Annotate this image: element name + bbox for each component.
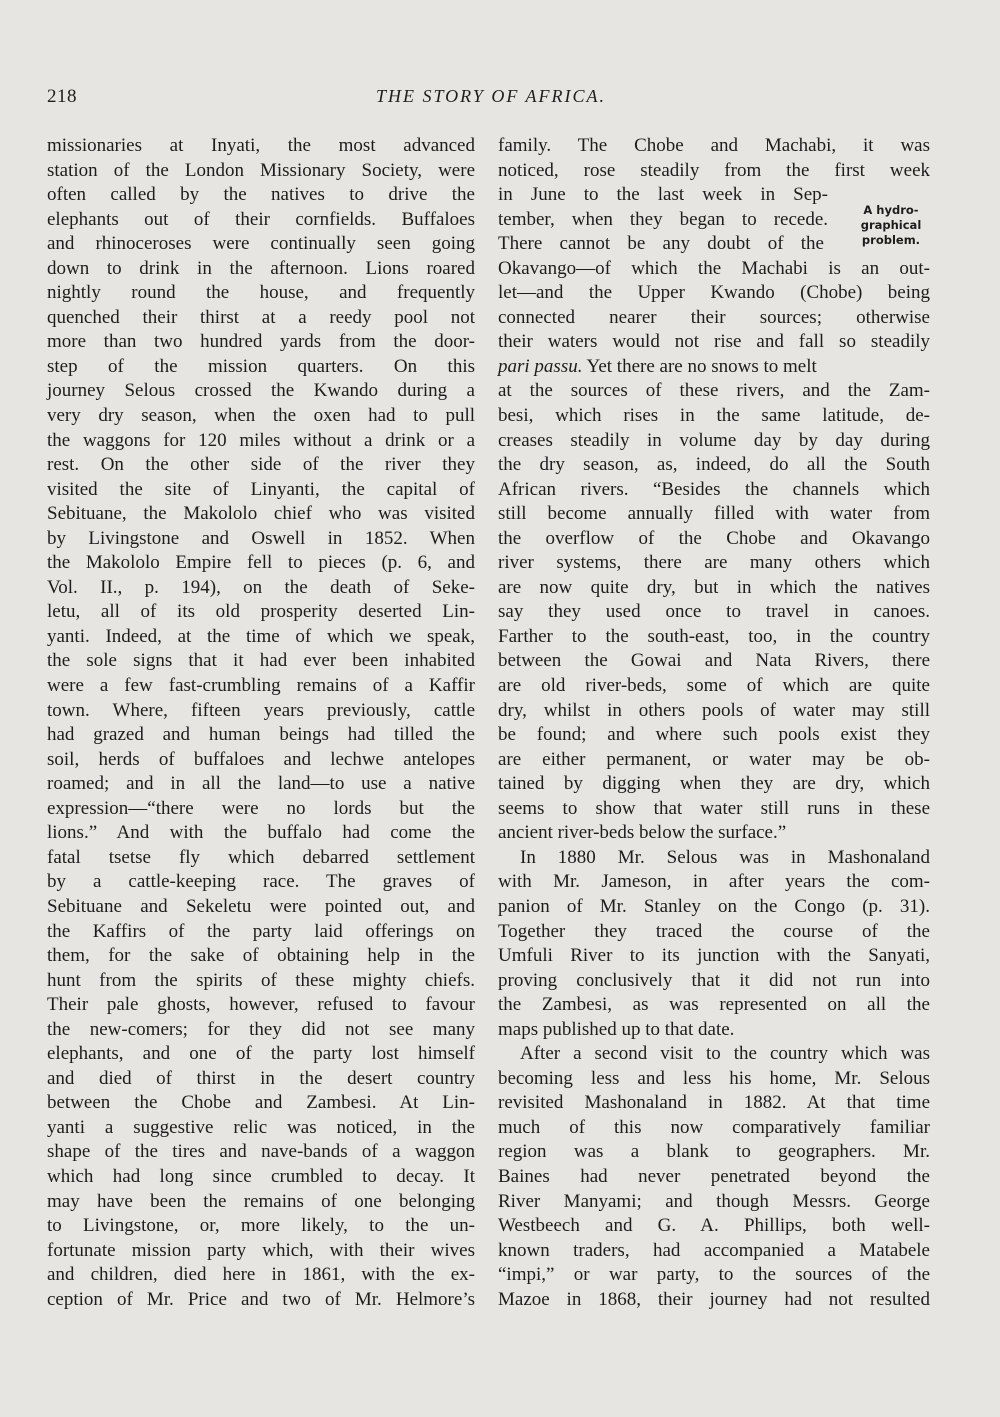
text-line: noticed, rose steadily from the first week: [498, 159, 930, 181]
text-line: [498, 355, 930, 380]
text-line: the Makololo Empire fell to pieces (p. 6, and: [47, 552, 475, 574]
line-remainder: Yet there are no snows to melt: [582, 355, 817, 377]
text-line: Okavango—of which the Machabi is an out-: [498, 257, 930, 279]
text-line: connected nearer their sources; otherwise: [498, 306, 930, 328]
text-line: In 1880 Mr. Selous was in Mashonaland: [520, 846, 930, 868]
margin-note-line: graphical: [860, 218, 922, 232]
text-line: station of the London Missionary Society, were: [47, 159, 475, 181]
text-line: Westbeech and G. A. Phillips, both well-: [498, 1215, 930, 1237]
text-line: town. Where, fifteen years previously, cattle: [47, 699, 475, 721]
text-line: quenched their thirst at a reedy pool not: [47, 306, 475, 328]
text-line: Sebituane, the Makololo chief who was visited: [47, 503, 475, 525]
text-line: by Livingstone and Oswell in 1852. When: [47, 527, 475, 549]
text-line: tember, when they began to recede.: [498, 208, 828, 230]
text-line: with Mr. Jameson, in after years the com-: [498, 871, 930, 893]
text-line: may have been the remains of one belonging: [47, 1190, 475, 1212]
text-line: shape of the tires and nave-bands of a waggon: [47, 1141, 475, 1163]
text-line: say they used once to travel in canoes.: [498, 601, 930, 623]
text-line: known traders, had accompanied a Matabele: [498, 1239, 930, 1261]
text-line: are either permanent, or water may be ob-: [498, 748, 930, 770]
text-line: fortunate mission party which, with their wives: [47, 1239, 475, 1261]
text-line: Mazoe in 1868, their journey had not resulted: [498, 1288, 930, 1310]
text-line: Baines had never penetrated beyond the: [498, 1165, 930, 1187]
text-line: them, for the sake of obtaining help in the: [47, 945, 475, 967]
text-line: the overflow of the Chobe and Okavango: [498, 527, 930, 549]
text-line: seems to show that water still runs in these: [498, 797, 930, 819]
text-line: fatal tsetse fly which debarred settlement: [47, 846, 475, 868]
text-line: Farther to the south-east, too, in the country: [498, 625, 930, 647]
text-line: and rhinoceroses were continually seen going: [47, 233, 475, 255]
text-line: let—and the Upper Kwando (Chobe) being: [498, 282, 930, 304]
text-line: between the Gowai and Nata Rivers, there: [498, 650, 930, 672]
text-line: very dry season, when the oxen had to pull: [47, 405, 475, 427]
latin-phrase: pari passu.: [498, 355, 583, 377]
text-line: by a cattle-keeping race. The graves of: [47, 871, 475, 893]
text-line: After a second visit to the country which was: [520, 1043, 930, 1065]
margin-note-line: problem.: [861, 233, 921, 247]
text-line: tained by digging when they are dry, which: [498, 773, 930, 795]
text-line: African rivers. “Besides the channels which: [498, 478, 930, 500]
text-line: to Livingstone, or, more likely, to the un-: [47, 1215, 475, 1237]
text-line: missionaries at Inyati, the most advanced: [47, 135, 475, 156]
text-line: more than two hundred yards from the door-: [47, 331, 475, 353]
text-line: the Kaffirs of the party laid offerings on: [47, 920, 475, 942]
text-line: creases steadily in volume day by day during: [498, 429, 930, 451]
text-line: be found; and where such pools exist they: [498, 724, 930, 746]
text-line: revisited Mashonaland in 1882. At that time: [498, 1092, 930, 1114]
text-line: elephants, and one of the party lost himself: [47, 1043, 475, 1065]
text-line: becoming less and less his home, Mr. Selous: [498, 1067, 930, 1089]
text-line: expression—“there were no lords but the: [47, 797, 475, 819]
text-line: hunt from the spirits of these mighty chiefs.: [47, 969, 475, 991]
text-line: panion of Mr. Stanley on the Congo (p. 31).: [498, 895, 930, 917]
text-line: yanti a suggestive relic was noticed, in the: [47, 1116, 475, 1138]
text-line: and died of thirst in the desert country: [47, 1067, 475, 1089]
text-line: Vol. II., p. 194), on the death of Seke-: [47, 576, 475, 598]
text-line: family. The Chobe and Machabi, it was: [498, 135, 930, 156]
text-line: their waters would not rise and fall so steadily: [498, 331, 930, 353]
text-line: are old river-beds, some of which are quite: [498, 675, 930, 697]
text-line: river systems, there are many others which: [498, 552, 930, 574]
text-line: yanti. Indeed, at the time of which we speak,: [47, 625, 475, 647]
text-line: are now quite dry, but in which the natives: [498, 576, 930, 598]
left-column: [47, 134, 475, 1312]
text-line: ception of Mr. Price and two of Mr. Helmore’s: [47, 1288, 475, 1310]
text-line: journey Selous crossed the Kwando during a: [47, 380, 475, 402]
text-line: still become annually filled with water from: [498, 503, 930, 525]
text-line: had grazed and human beings had tilled the: [47, 724, 475, 746]
text-line: Their pale ghosts, however, refused to favour: [47, 994, 475, 1016]
text-line: often called by the natives to drive the: [47, 184, 475, 206]
text-line: maps published up to that date.: [498, 1018, 735, 1040]
text-line: down to drink in the afternoon. Lions roared: [47, 257, 475, 279]
text-line: between the Chobe and Zambesi. At Lin-: [47, 1092, 475, 1114]
text-line: Together they traced the course of the: [498, 920, 930, 942]
text-line: besi, which rises in the same latitude, de-: [498, 405, 930, 427]
text-line: dry, whilst in others pools of water may still: [498, 699, 930, 721]
text-line: There cannot be any doubt of the: [498, 233, 824, 255]
text-line: Umfuli River to its junction with the Sanyati,: [498, 945, 930, 967]
text-line: River Manyami; and though Messrs. George: [498, 1190, 930, 1212]
text-line: the waggons for 120 miles without a drink or a: [47, 429, 475, 451]
text-line: visited the site of Linyanti, the capital of: [47, 478, 475, 500]
running-title: THE STORY OF AFRICA.: [375, 86, 607, 106]
text-line: ancient river-beds below the surface.”: [498, 822, 787, 844]
text-line: proving conclusively that it did not run into: [498, 969, 930, 991]
text-line: the new-comers; for they did not see many: [47, 1018, 475, 1040]
page-number: 218: [47, 86, 77, 107]
text-line: at the sources of these rivers, and the Zam-: [498, 380, 930, 402]
text-line: elephants out of their cornfields. Buffaloes: [47, 208, 475, 230]
text-line: were a few fast-crumbling remains of a Kaffir: [47, 675, 475, 697]
text-line: in June to the last week in Sep-: [498, 184, 828, 206]
text-line: region was a blank to geographers. Mr.: [498, 1141, 930, 1163]
text-line: the Zambesi, as was represented on all the: [498, 994, 930, 1016]
text-line: nightly round the house, and frequently: [47, 282, 475, 304]
text-line: and children, died here in 1861, with the ex-: [47, 1264, 475, 1286]
text-line: step of the mission quarters. On this: [47, 355, 475, 377]
text-line: “impi,” or war party, to the sources of the: [498, 1264, 930, 1286]
text-line: Sebituane and Sekeletu were pointed out, and: [47, 895, 475, 917]
text-line: rest. On the other side of the river they: [47, 454, 475, 476]
text-line: lions.” And with the buffalo had come the: [47, 822, 475, 844]
page-header: [47, 86, 935, 116]
text-line: letu, all of its old prosperity deserted Lin-: [47, 601, 475, 623]
text-line: which had long since crumbled to decay. It: [47, 1165, 475, 1187]
text-line: the sole signs that it had ever been inhabited: [47, 650, 475, 672]
text-line: soil, herds of buffaloes and lechwe antelopes: [47, 748, 475, 770]
text-line: roamed; and in all the land—to use a native: [47, 773, 475, 795]
right-column: [498, 134, 930, 1312]
margin-note: [846, 203, 936, 248]
margin-note-line: A hydro-: [863, 203, 919, 217]
text-line: much of this now comparatively familiar: [498, 1116, 930, 1138]
text-line: the dry season, as, indeed, do all the South: [498, 454, 930, 476]
